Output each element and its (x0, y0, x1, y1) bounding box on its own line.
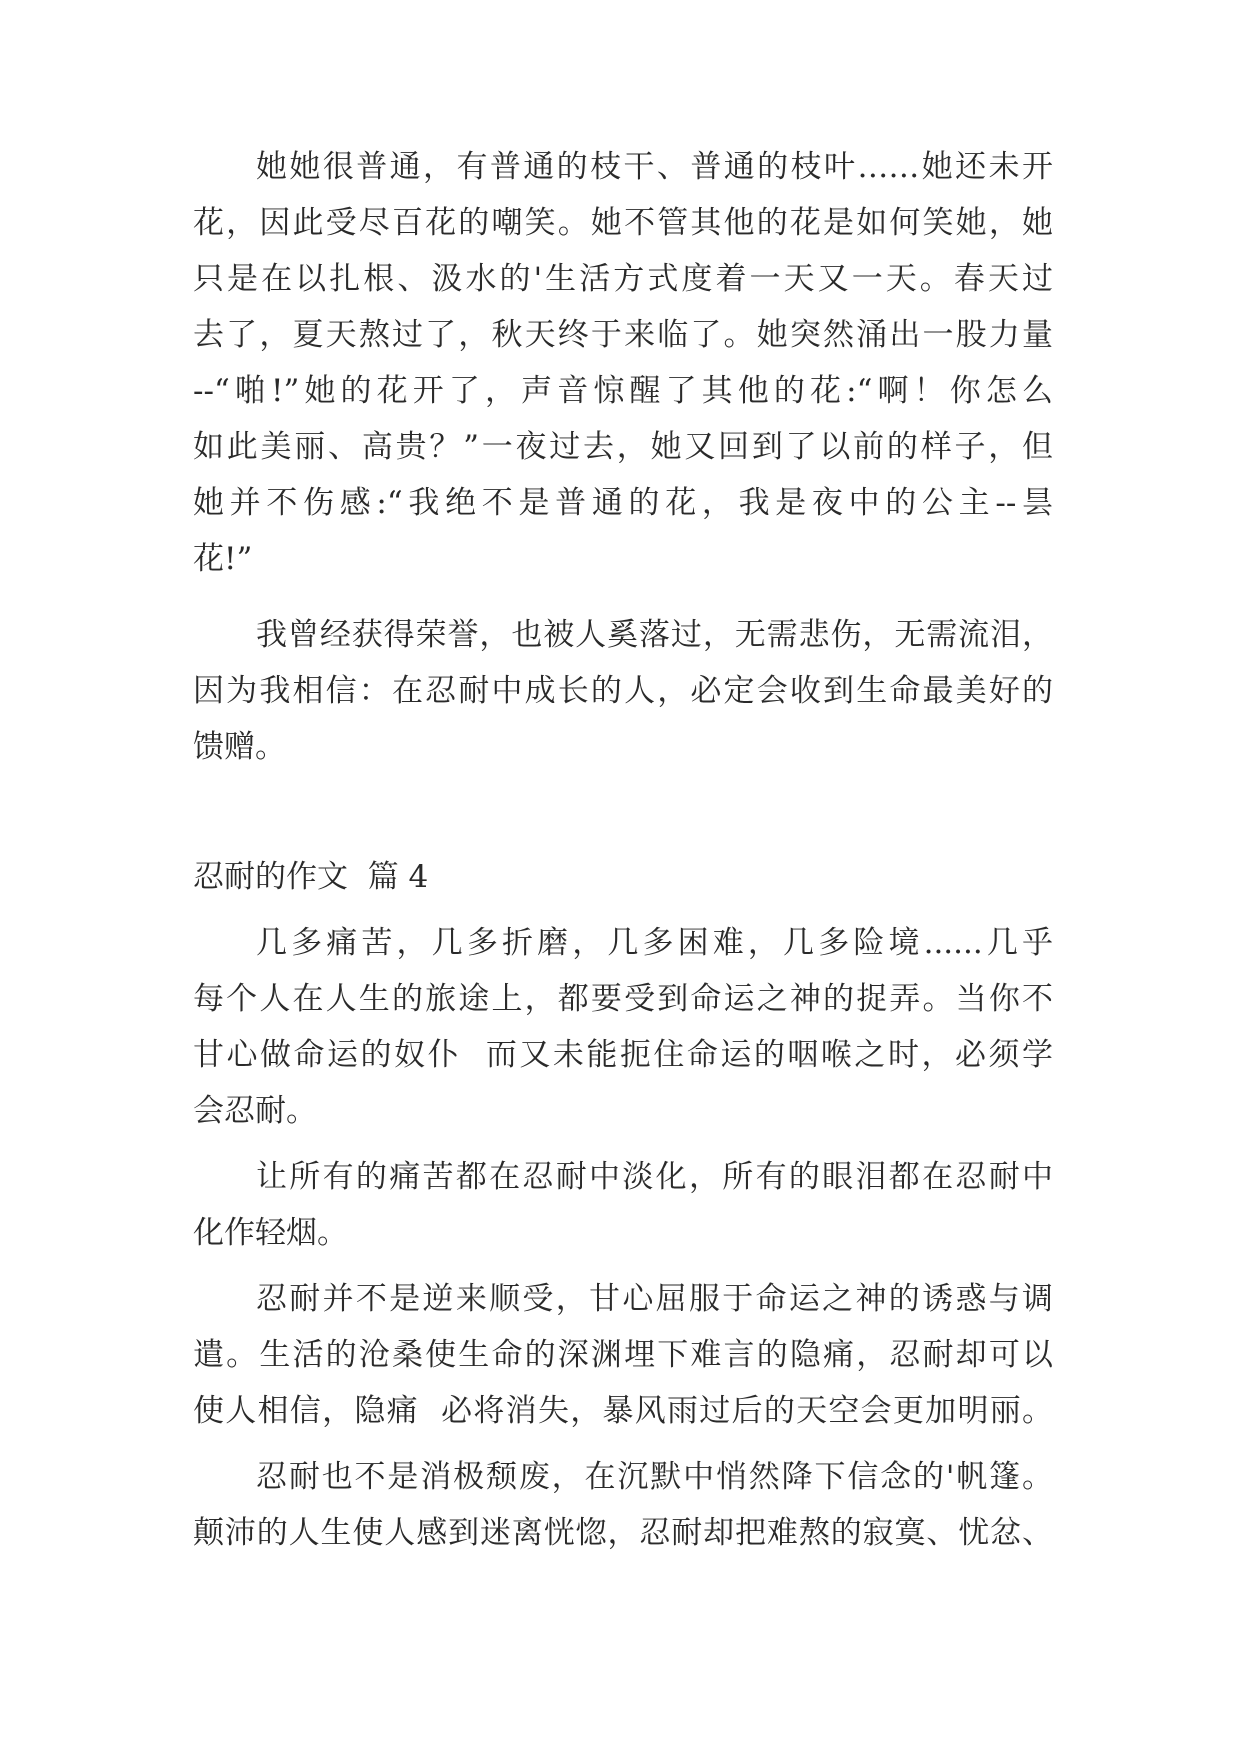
paragraph-5-line-2: 遣。生活的沧桑使生命的深渊埋下难言的隐痛，忍耐却可以 (193, 1337, 1053, 1373)
paragraph-3-line-1: 几多痛苦，几多折磨，几多困难，几多险境......几乎 (256, 925, 1053, 961)
paragraph-1-line-7: 她并不伤感:“我绝不是普通的花，我是夜中的公主--昙 (193, 485, 1053, 521)
paragraph-2-line-2: 因为我相信：在忍耐中成长的人，必定会收到生命最美好的 (193, 673, 1053, 709)
paragraph-1-line-5: --“啪!”她的花开了，声音惊醒了其他的花:“啊！你怎么 (193, 373, 1053, 409)
paragraph-3-line-4: 会忍耐。 (193, 1093, 317, 1129)
paragraph-1-line-6: 如此美丽、高贵？”一夜过去，她又回到了以前的样子，但 (193, 429, 1053, 465)
section-heading: 忍耐的作文 篇 4 (193, 859, 429, 895)
paragraph-6-line-2: 颠沛的人生使人感到迷离恍惚，忍耐却把难熬的寂寞、忧忿、 (193, 1515, 1053, 1551)
paragraph-6-line-1: 忍耐也不是消极颓废，在沉默中悄然降下信念的'帆篷。 (256, 1459, 1053, 1495)
paragraph-4-line-2: 化作轻烟。 (193, 1215, 348, 1251)
paragraph-1-line-4: 去了，夏天熬过了，秋天终于来临了。她突然涌出一股力量 (193, 317, 1053, 353)
paragraph-1-line-8: 花!” (193, 541, 253, 577)
paragraph-3-line-2: 每个人在人生的旅途上，都要受到命运之神的捉弄。当你不 (193, 981, 1053, 1017)
paragraph-2-line-3: 馈赠。 (193, 729, 286, 765)
paragraph-5-line-1: 忍耐并不是逆来顺受，甘心屈服于命运之神的诱惑与调 (256, 1281, 1053, 1317)
paragraph-5-line-3: 使人相信，隐痛 必将消失，暴风雨过后的天空会更加明丽。 (193, 1393, 1053, 1429)
paragraph-2-line-1: 我曾经获得荣誉，也被人奚落过，无需悲伤，无需流泪， (256, 617, 1053, 653)
paragraph-1-line-3: 只是在以扎根、汲水的'生活方式度着一天又一天。春天过 (193, 261, 1053, 297)
paragraph-1-line-2: 花，因此受尽百花的嘲笑。她不管其他的花是如何笑她，她 (193, 205, 1053, 241)
paragraph-1-line-1: 她她很普通，有普通的枝干、普通的枝叶……她还未开 (256, 149, 1053, 185)
paragraph-3-line-3: 甘心做命运的奴仆 而又未能扼住命运的咽喉之时，必须学 (193, 1037, 1053, 1073)
paragraph-4-line-1: 让所有的痛苦都在忍耐中淡化，所有的眼泪都在忍耐中 (256, 1159, 1053, 1195)
